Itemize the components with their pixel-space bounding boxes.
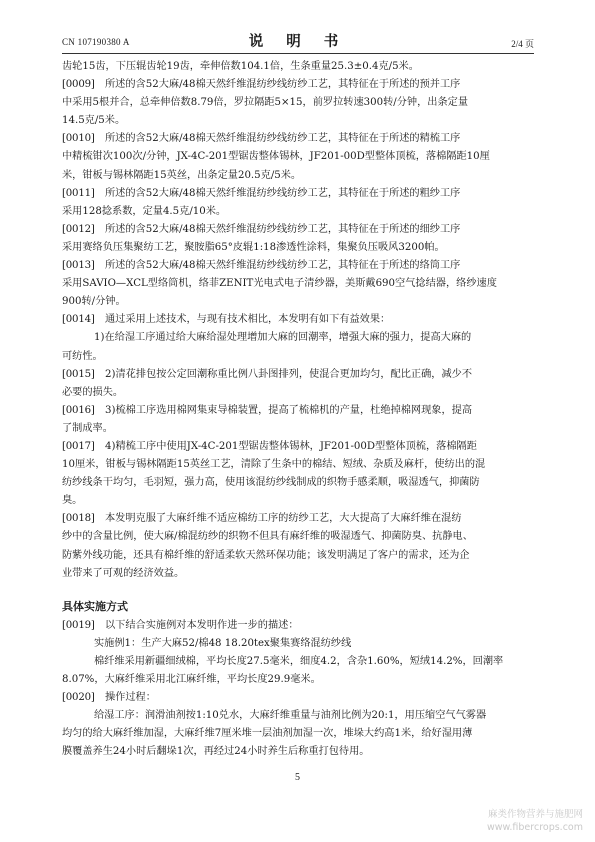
text-line: 纱中的含量比例，使大麻/棉混纺纱的织物不但具有麻纤维的吸湿透气、抑菌防臭、抗静电、 — [62, 531, 473, 543]
paragraph-0015 — [62, 366, 534, 384]
text-line: 所述的含52大麻/48棉天然纤维混纺纱线纺纱工艺，其特征在于所述的络筒工序 — [105, 260, 461, 272]
text-line: 采用赛络负压集聚纺工艺，聚胺脂65°皮辊1:18渗透性涂料，集聚负压吸风3200帕。 — [62, 241, 445, 253]
text-line: 业带来了可观的经济效益。 — [62, 567, 185, 579]
text-line: 900转/分钟。 — [62, 296, 126, 308]
paragraph-number: [0012] — [62, 223, 95, 235]
paragraph-0010 — [62, 130, 534, 148]
text-line: 可纺性。 — [62, 350, 103, 362]
header-divider — [62, 53, 534, 54]
paragraph-number: [0009] — [62, 79, 95, 91]
text-line: 所述的含52大麻/48棉天然纤维混纺纱线纺纱工艺，其特征在于所述的粗纱工序 — [105, 187, 461, 199]
text-line: 3)梳棉工序选用棉网集束导棉装置，提高了梳棉机的产量，杜绝掉棉网现象，提高 — [105, 404, 473, 416]
text-line: 通过采用上述技术，与现有技术相比，本发明有如下有益效果： — [105, 314, 391, 326]
text-line: 给湿工序：润滑油剂按1:10兑水，大麻纤维重量与油剂比例为20:1，用压缩空气气雾器 — [94, 710, 487, 722]
text-line: 所述的含52大麻/48棉天然纤维混纺纱线纺纱工艺，其特征在于所述的精梳工序 — [105, 133, 461, 145]
text-line: 了制成率。 — [62, 422, 113, 434]
watermark-url: www.fibercrops.com — [486, 822, 583, 833]
paragraph-number: [0010] — [62, 133, 95, 145]
text-line: 1)在给湿工序通过给大麻给湿处理增加大麻的回潮率，增强大麻的强力，提高大麻的 — [94, 332, 472, 344]
text-line: 以下结合实施例对本发明作进一步的描述： — [105, 619, 299, 631]
paragraph-number: [0018] — [62, 513, 95, 525]
text-line: 米，钳板与锡林隔距15英丝，出条定量20.5克/5米。 — [62, 169, 302, 181]
paragraph-0014 — [62, 311, 534, 329]
paragraph-number: [0020] — [62, 692, 95, 704]
watermark-site-name: 麻类作物营养与施肥网 — [487, 809, 583, 820]
paragraph-0009 — [62, 76, 534, 94]
paragraph-number: [0011] — [62, 187, 95, 199]
paragraph-number: [0014] — [62, 314, 95, 326]
text-line: 14.5克/5米。 — [62, 115, 126, 127]
text-line: 10厘米，钳板与锡林隔距15英丝工艺，清除了生条中的棉结、短绒、杂质及麻杆，使纺出的混 — [62, 459, 486, 471]
paragraph-number: [0017] — [62, 440, 95, 452]
paragraph-0017 — [62, 438, 534, 456]
page-indicator: 2/4 页 — [511, 39, 534, 49]
text-line: 臭。 — [62, 495, 83, 507]
text-line: 膜覆盖养生24小时后翻垛1次，再经过24小时养生后称重打包待用。 — [62, 746, 370, 758]
text-line: 棉纤维采用新疆细绒棉，平均长度27.5毫米，细度4.2，含杂1.60%，短绒14.2%，回潮率 — [94, 655, 504, 667]
text-line: 中采用5根并合，总牵伸倍数8.79倍，罗拉隔距5×15，前罗拉转速300转/分钟，出条定量 — [62, 97, 469, 109]
paragraph-0016 — [62, 402, 534, 420]
text-line: 8.07%，大麻纤维采用北江麻纤维，平均长度29.9毫米。 — [62, 674, 321, 685]
document-title: 说 明 书 — [248, 33, 348, 50]
text-line: 均匀的给大麻纤维加湿，大麻纤维7厘米堆一层油剂加湿一次，堆垛大约高1米，给好湿用薄 — [62, 728, 473, 740]
paragraph-0012 — [62, 221, 534, 239]
paragraph-0018 — [62, 510, 534, 528]
paragraph-number: [0016] — [62, 404, 95, 416]
section-heading: 具体实施方式 — [62, 599, 128, 613]
section-spacer — [62, 583, 534, 597]
text-line: 必要的损失。 — [62, 386, 124, 398]
text-line: 2)清花排包按公定回潮称重比例八卦图排列，使混合更加均匀，配比正确，减少不 — [105, 368, 473, 380]
paragraph-number: [0019] — [62, 619, 95, 631]
paragraph-0019 — [62, 617, 534, 635]
paragraph-0013 — [62, 257, 534, 275]
text-line: 本发明克服了大麻纤维不适应棉纺工序的纺纱工艺，大大提高了大麻纤维在混纺 — [105, 513, 462, 525]
text-line: 所述的含52大麻/48棉天然纤维混纺纱线纺纱工艺，其特征在于所述的细纱工序 — [105, 223, 461, 235]
text-line: 中精梳钳次100次/分钟，JX-4C-201型锯齿整体锡林，JF201-00D型整体顶梳，落棉隔距10厘 — [62, 151, 490, 163]
paragraph-0011 — [62, 185, 534, 203]
text-line: 操作过程： — [105, 692, 156, 704]
text-line: 采用SAVIO—XCL型络筒机，络菲ZENIT光电式电子清纱器，美斯戴690空气捻结器，络纱速度 — [62, 278, 497, 290]
text-line: 4)精梳工序中使用JX-4C-201型锯齿整体锡林，JF201-00D型整体顶梳，落棉隔距 — [105, 440, 477, 452]
watermark — [487, 808, 583, 834]
publication-number: CN 107190380 A — [62, 37, 130, 47]
text-line: 采用128捻系数，定量4.5克/10米。 — [62, 205, 227, 217]
document-body — [62, 58, 534, 761]
text-line: 防紫外线功能，还具有棉纤维的舒适柔软天然环保功能；该发明满足了客户的需求，还为企 — [62, 549, 470, 561]
paragraph-number: [0015] — [62, 368, 95, 380]
text-line: 所述的含52大麻/48棉天然纤维混纺纱线纺纱工艺，其特征在于所述的预并工序 — [105, 79, 461, 91]
text-line: 齿轮15齿，下压辊齿轮19齿，牵伸倍数104.1倍，生条重量25.3±0.4克/5米。 — [62, 61, 419, 72]
text-line: 纺纱线条干均匀，毛羽短，强力高，使用该混纺纱线制成的织物手感柔顺，吸湿透气，抑菌防 — [62, 477, 480, 489]
example-title: 实施例1：生产大麻52/棉48 18.20tex聚集赛络混纺纱线 — [94, 637, 352, 649]
page-header — [62, 30, 534, 50]
page-number: 5 — [295, 772, 300, 783]
paragraph-number: [0013] — [62, 260, 95, 272]
paragraph-0020 — [62, 689, 534, 707]
